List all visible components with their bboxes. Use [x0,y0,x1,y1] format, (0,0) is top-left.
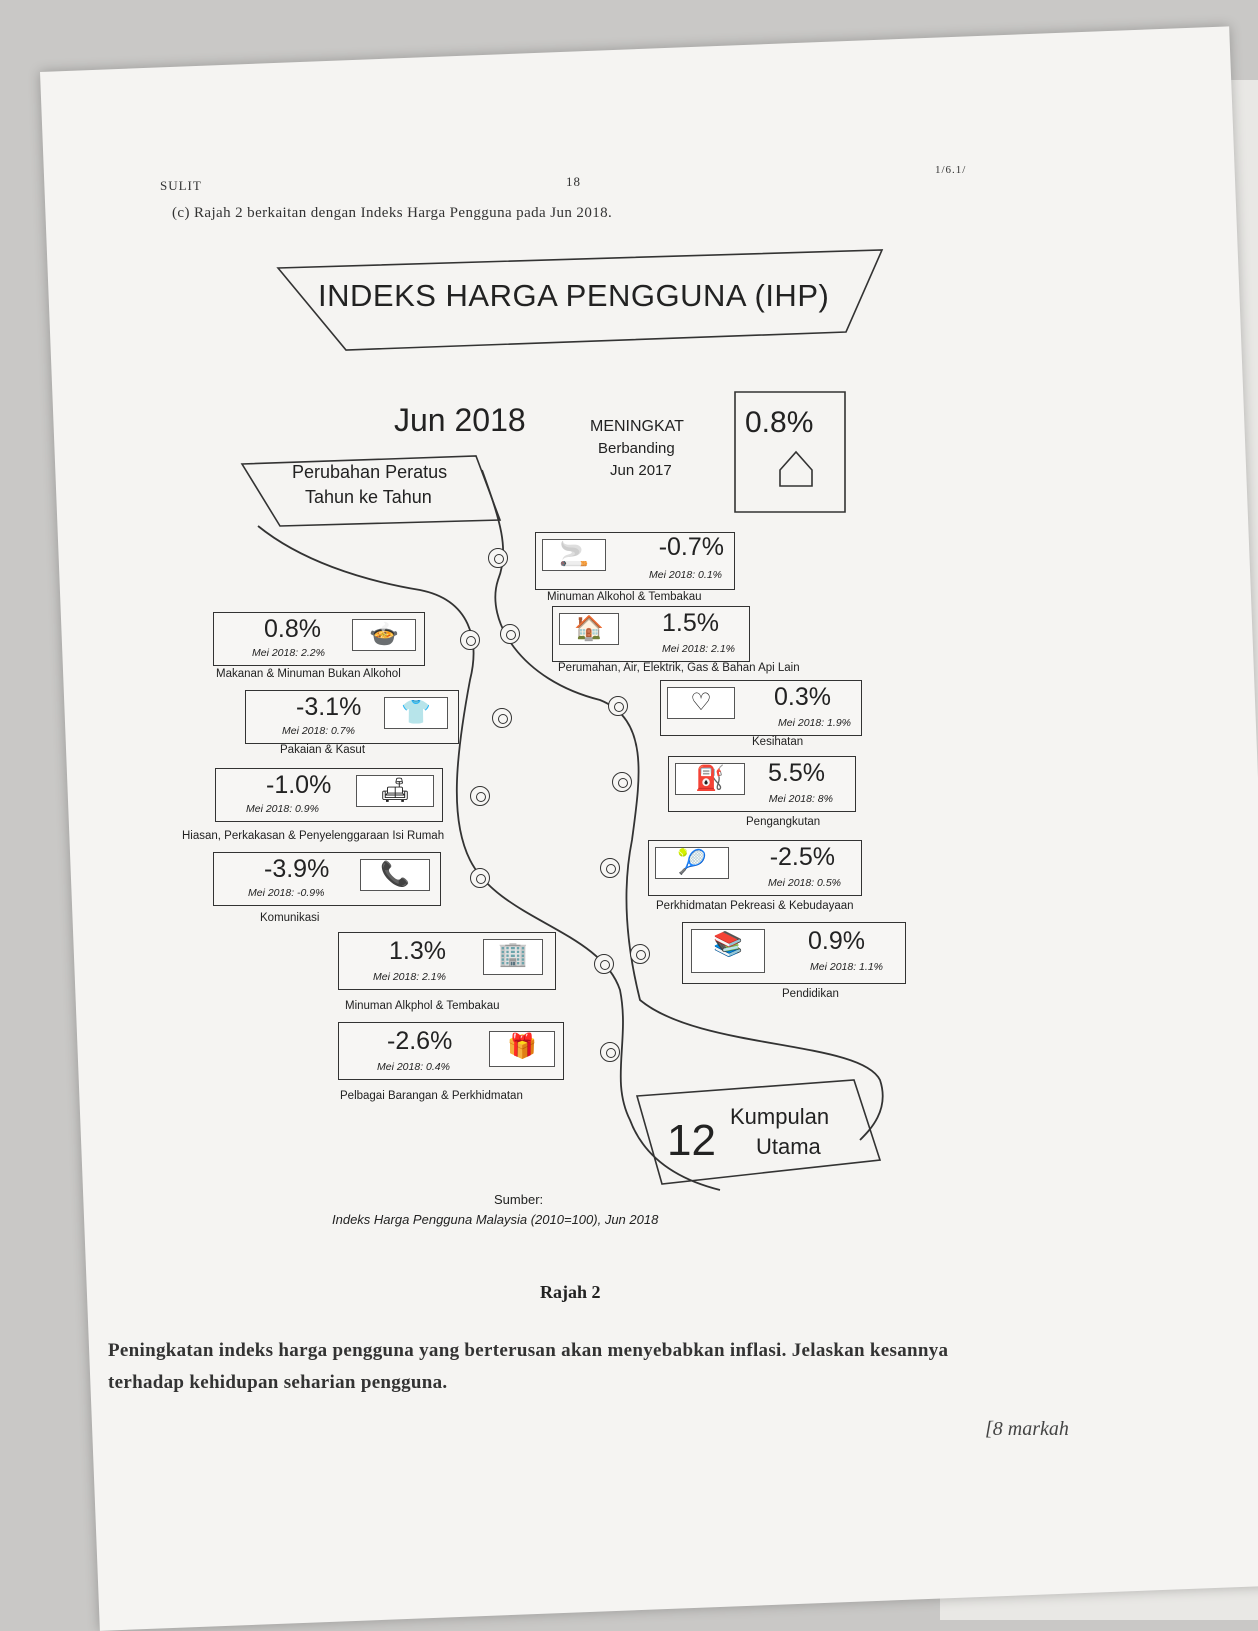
group-label: Minuman Alkphol & Tembakau [345,1000,500,1012]
group-previous: Mei 2018: -0.9% [248,887,325,899]
question-text-line1: Peningkatan indeks harga pengguna yang berterusan akan menyebabkan inflasi. Jelaskan kesannya [108,1340,949,1361]
route-pin [470,868,490,888]
group-label: Perumahan, Air, Elektrik, Gas & Bahan Api Lain [558,662,800,674]
group-label: Komunikasi [260,912,320,924]
group-card-clothing [245,690,459,744]
group-percent: 5.5% [768,759,825,787]
source-text: Indeks Harga Pengguna Malaysia (2010=100), Jun 2018 [332,1212,659,1227]
header-sulit: SULIT [160,178,202,193]
sofa-icon: 🛋 [356,775,434,807]
marks-label: [8 markah [985,1418,1069,1440]
group-previous: Mei 2018: 0.7% [282,725,355,737]
question-intro: (c) Rajah 2 berkaitan dengan Indeks Harga Pengguna pada Jun 2018. [172,205,613,221]
group-label: Perkhidmatan Pekreasi & Kebudayaan [656,900,854,912]
question-text-line2: terhadap kehidupan seharian pengguna. [108,1372,448,1393]
group-previous: Mei 2018: 2.1% [662,643,735,655]
route-pin [612,772,632,792]
page-number: 18 [566,174,581,189]
group-card-health [660,680,862,736]
heart-icon: ♡ [667,687,735,719]
route-pin [460,630,480,650]
house-outline-icon [780,452,812,486]
route-pin [594,954,614,974]
route-pin [488,548,508,568]
compare-period: Jun 2017 [610,462,672,479]
group-card-transport [668,756,856,812]
group-percent: 0.8% [264,615,321,643]
group-percent: -2.6% [387,1027,453,1055]
recreation-icon: 🎾 [655,847,729,879]
route-pin [500,624,520,644]
clothes-icon: 👕 [384,697,448,729]
group-percent: -2.5% [769,843,835,871]
group-previous: Mei 2018: 1.1% [810,961,883,973]
group-percent: -3.1% [296,693,362,721]
group-label: Pelbagai Barangan & Perkhidmatan [340,1090,523,1102]
books-icon: 📚 [691,929,765,973]
infographic-title: INDEKS HARGA PENGGUNA (IHP) [318,278,830,313]
cigarette-icon: 🚬 [542,539,606,571]
route-pin [600,858,620,878]
subtitle-line2: Tahun ke Tahun [305,487,432,507]
group-card-communication [213,852,441,906]
group-card-misc [338,1022,564,1080]
group-previous: Mei 2018: 2.2% [252,647,325,659]
group-percent: 1.5% [662,609,719,637]
subtitle-line1: Perubahan Peratus [292,462,448,482]
figure-caption: Rajah 2 [540,1282,601,1302]
group-percent: 0.3% [774,683,831,711]
group-label: Makanan & Minuman Bukan Alkohol [216,668,401,680]
building-icon: 🏢 [483,939,543,975]
group-previous: Mei 2018: 0.1% [649,569,722,581]
group-label: Hiasan, Perkakasan & Penyelenggaraan Isi Rumah [182,830,445,842]
route-pin [492,708,512,728]
group-label: Kesihatan [752,736,804,748]
route-pin [600,1042,620,1062]
house-icon: 🏠 [559,613,619,645]
group-previous: Mei 2018: 0.4% [377,1061,450,1073]
group-percent: -3.9% [264,855,330,883]
compare-label: Berbanding [598,440,675,457]
group-word-1: Kumpulan [730,1104,830,1129]
increase-label: MENINGKAT [590,418,684,435]
group-percent: -1.0% [266,771,332,799]
route-pin [470,786,490,806]
phone-icon: 📞 [360,859,430,891]
group-label: Pakaian & Kasut [280,744,366,756]
group-card-restaurant [338,932,556,990]
group-previous: Mei 2018: 0.5% [768,877,841,889]
group-percent: 1.3% [389,937,446,965]
group-percent: 0.9% [808,927,865,955]
group-card-alcohol [535,532,735,590]
group-count: 12 [667,1116,716,1165]
group-previous: Mei 2018: 0.9% [246,803,319,815]
group-card-recreation [648,840,862,896]
group-card-housing [552,606,750,662]
group-previous: Mei 2018: 8% [768,793,833,805]
group-label: Minuman Alkohol & Tembakau [547,591,702,603]
group-word-2: Utama [756,1134,821,1159]
group-label: Pengangkutan [746,816,821,828]
source-label: Sumber: [494,1192,544,1207]
group-percent: -0.7% [658,533,724,561]
fuel-icon: ⛽ [675,763,745,795]
group-previous: Mei 2018: 2.1% [373,971,446,983]
month-label: Jun 2018 [394,402,526,438]
group-label: Pendidikan [782,988,839,1000]
headline-percent: 0.8% [745,406,814,439]
group-card-education [682,922,906,984]
route-pin [608,696,628,716]
misc-icon: 🎁 [489,1031,555,1067]
food-icon: 🍲 [352,619,416,651]
group-card-food [213,612,425,666]
group-previous: Mei 2018: 1.9% [778,717,851,729]
header-code: 1/6.1/ [935,164,967,176]
group-card-furnishing [215,768,443,822]
route-pin [630,944,650,964]
